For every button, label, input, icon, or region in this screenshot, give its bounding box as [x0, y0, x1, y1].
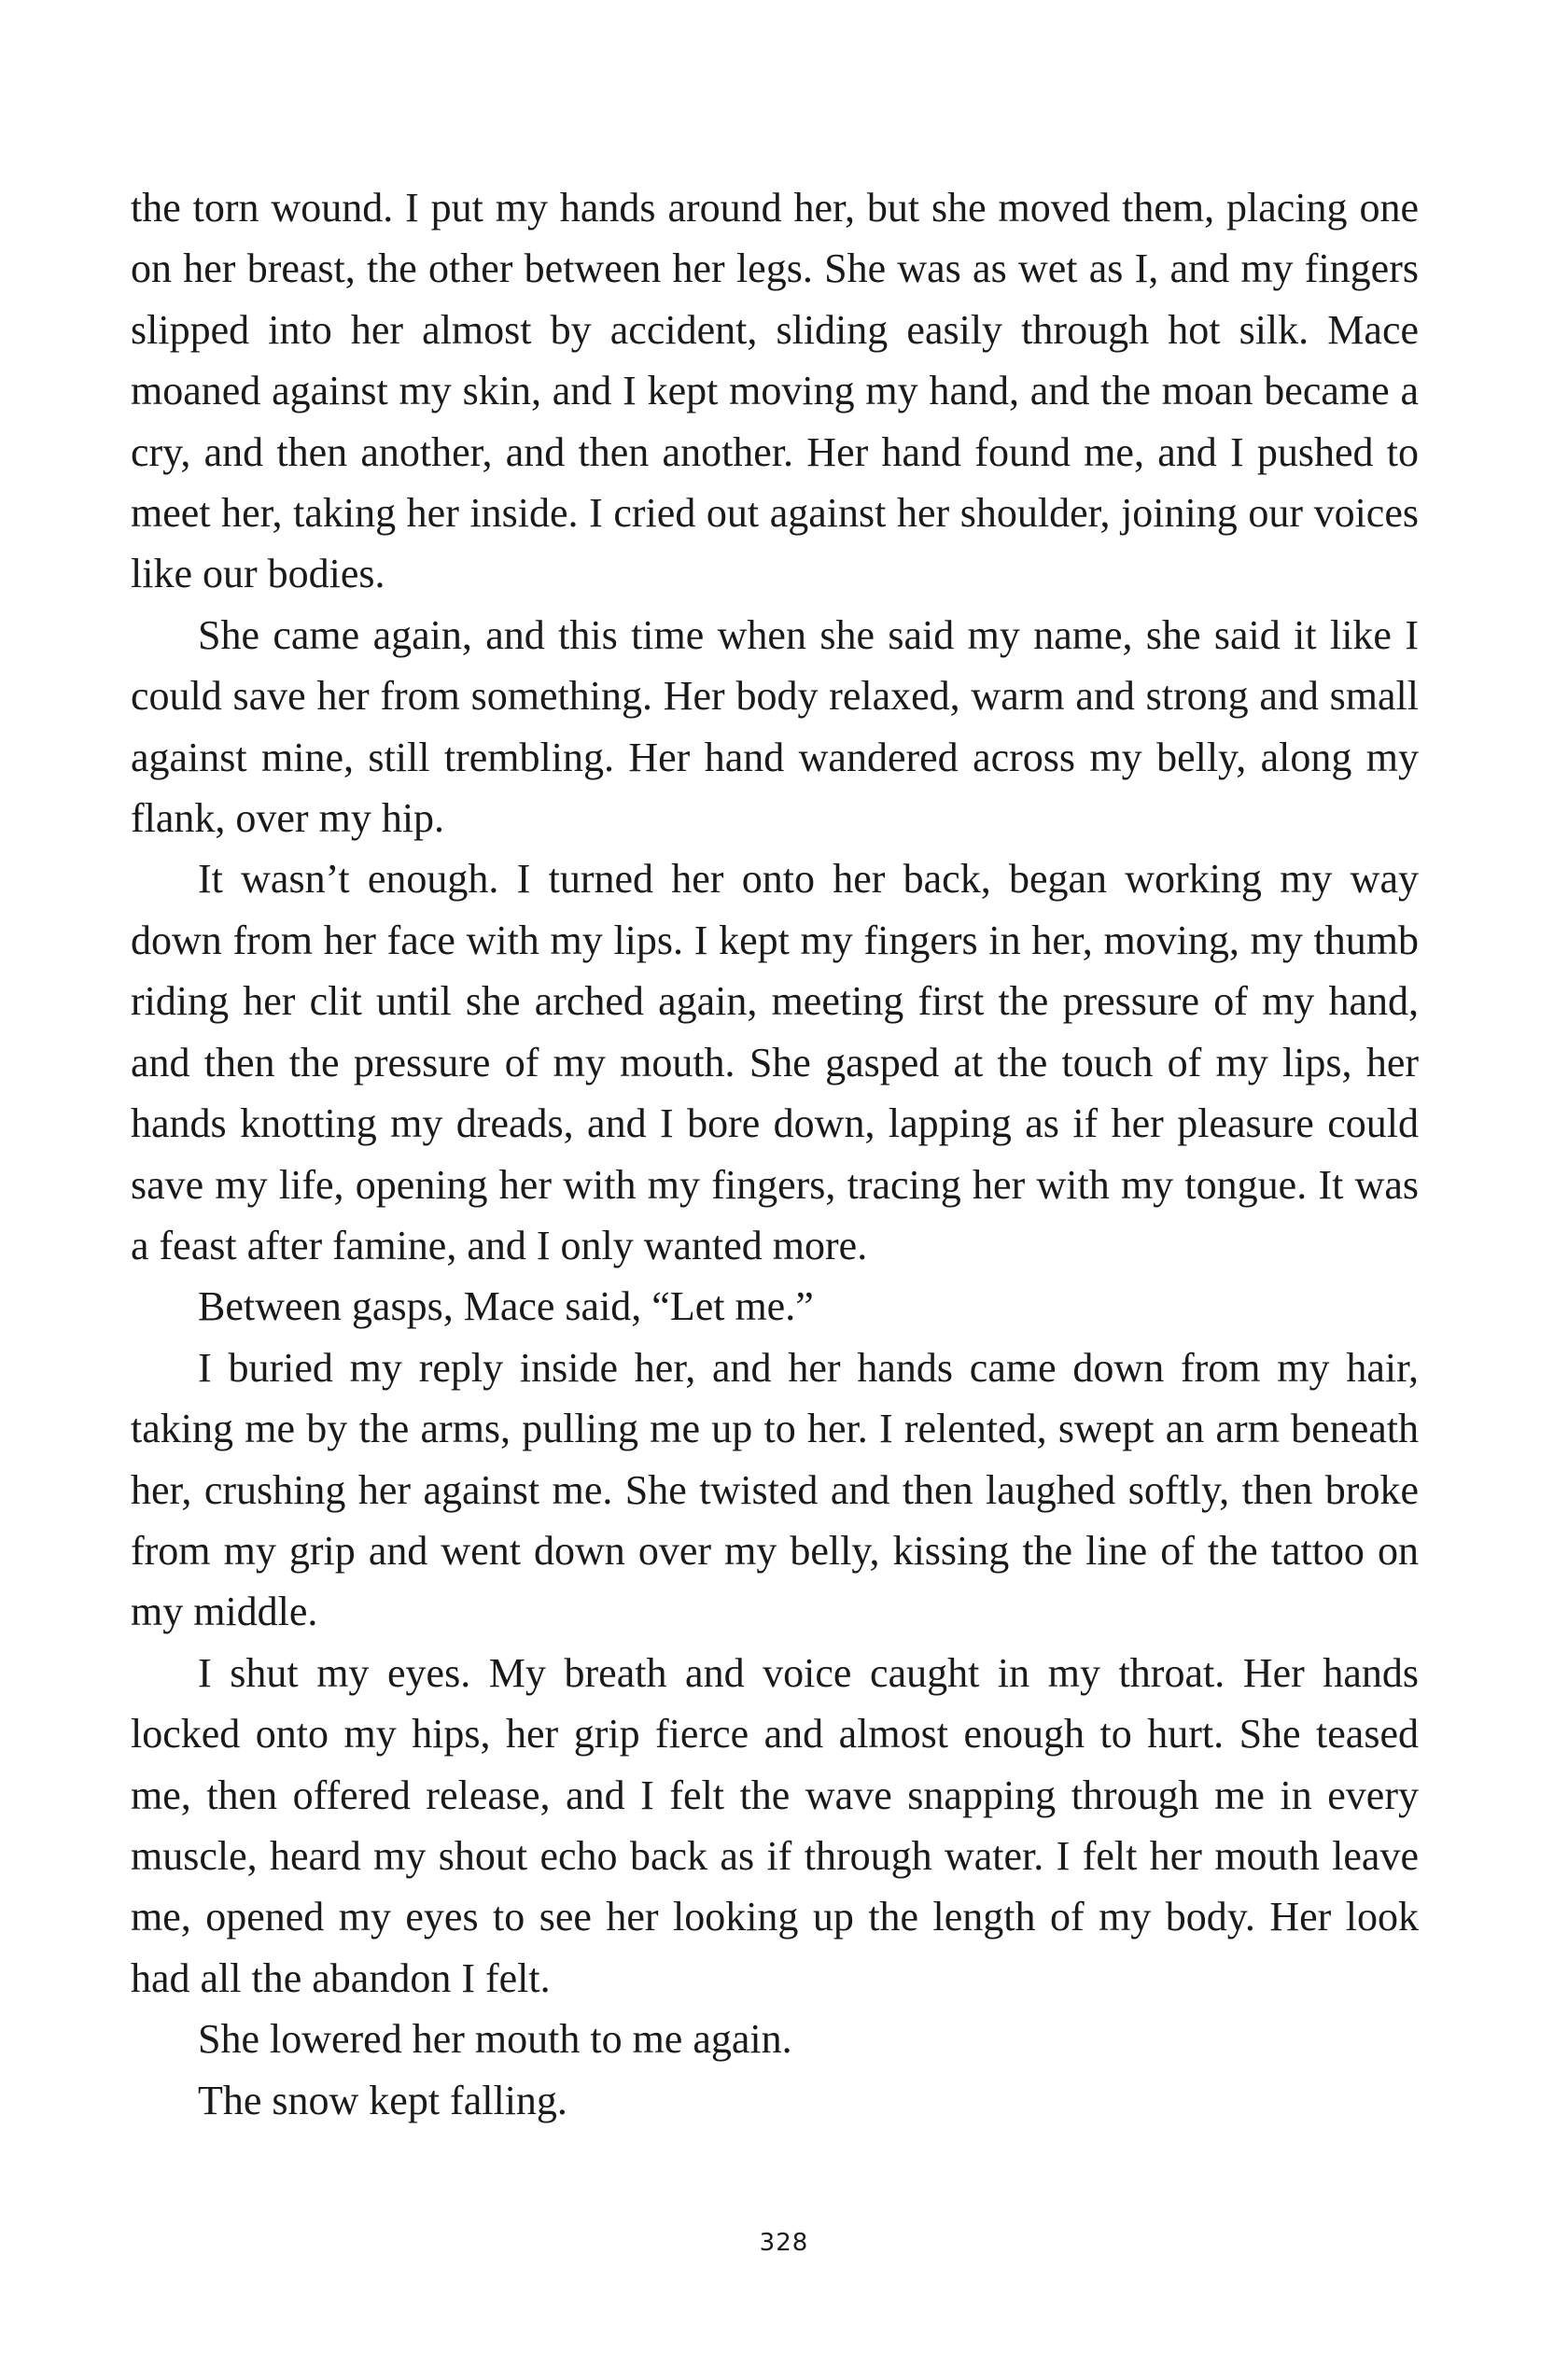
- paragraph-3: It wasn’t enough. I turned her onto her back, began working my way down from her face with my lips. I kept my fingers in her, moving, my thumb riding her clit until she arched again, meeting first the pressure of my hand, and then the pressure of my mouth. She gasped at the touch of my lips, her hands knotting my dreads, and I bore down, lapping as if her pleasure could save my life, opening her with my fingers, tracing her with my tongue. It was a feast after famine, and I only wanted more.: [131, 856, 1419, 1268]
- page-number: 328: [759, 2229, 809, 2257]
- paragraph-1: the torn wound. I put my hands around her, but she moved them, placing one on her breast, the other between her legs. She was as wet as I, and my fingers slipped into her almost by accident, sliding easily through hot silk. Mace moaned against my skin, and I kept moving my hand, and the moan became a cry, and then another, and then another. Her hand found me, and I pushed to meet her, taking her inside. I cried out against her shoulder, joining our voices like our bodies.: [131, 185, 1419, 597]
- body-text: [131, 177, 1419, 2131]
- paragraph-5: I buried my reply inside her, and her hands came down from my hair, taking me by the arms, pulling me up to her. I relented, swept an arm beneath her, crushing her against me. She twisted and then laughed softly, then broke from my grip and went down over my belly, kissing the line of the tattoo on my middle.: [131, 1344, 1419, 1635]
- paragraph-2: She came again, and this time when she said my name, she said it like I could save her from something. Her body relaxed, warm and strong and small against mine, still trembling. Her hand wandered across my belly, along my flank, over my hip.: [131, 611, 1419, 842]
- paragraph-6: I shut my eyes. My breath and voice caught in my throat. Her hands locked onto my hips, her grip fierce and almost enough to hurt. She teased me, then offered release, and I felt the wave snapping through me in every muscle, heard my shout echo back as if through water. I felt her mouth leave me, opened my eyes to see her looking up the length of my body. Her look had all the abandon I felt.: [131, 1649, 1419, 2001]
- paragraph-7: She lowered her mouth to me again.: [198, 2016, 792, 2063]
- paragraph-4: Between gasps, Mace said, “Let me.”: [198, 1283, 814, 1330]
- paragraph-8: The snow kept falling.: [198, 2077, 567, 2123]
